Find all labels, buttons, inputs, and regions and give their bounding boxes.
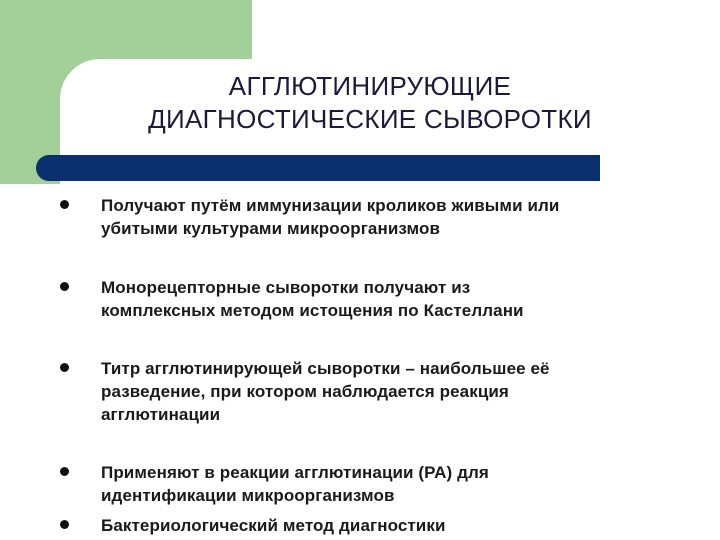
bullet-line: Монорецепторные сыворотки получают из (101, 278, 471, 297)
bullet-dot-icon (60, 200, 69, 209)
bullet-dot-icon (60, 363, 69, 372)
bullet-line: комплексных методом истощения по Кастеллани (101, 301, 524, 320)
bullet-text (101, 514, 661, 537)
bullet-line: разведение, при котором наблюдается реакция (101, 382, 509, 401)
bullet-line: убитыми культурами микроорганизмов (101, 219, 441, 238)
title-line-2: ДИАГНОСТИЧЕСКИЕ СЫВОРОТКИ (148, 104, 592, 134)
bullet-line: Бактериологический метод диагностики (101, 516, 446, 535)
bullet-text (101, 276, 661, 322)
bullet-dot-icon (60, 467, 69, 476)
bullet-line: Получают путём иммунизации кроликов живыми или (101, 196, 560, 215)
bullet-text (101, 357, 661, 426)
bullet-dot-icon (60, 520, 69, 529)
bullet-line: идентификации микроорганизмов (101, 486, 395, 505)
title-line-1: АГГЛЮТИНИРУЮЩИЕ (228, 71, 512, 101)
bullet-text (101, 194, 661, 240)
bullet-line: Применяют в реакции агглютинации (РА) для (101, 463, 489, 482)
bullet-dot-icon (60, 282, 69, 291)
bullet-line: агглютинации (101, 405, 221, 424)
bullet-line: Титр агглютинирующей сыворотки – наибольшее её (101, 359, 550, 378)
bullet-text (101, 461, 661, 507)
